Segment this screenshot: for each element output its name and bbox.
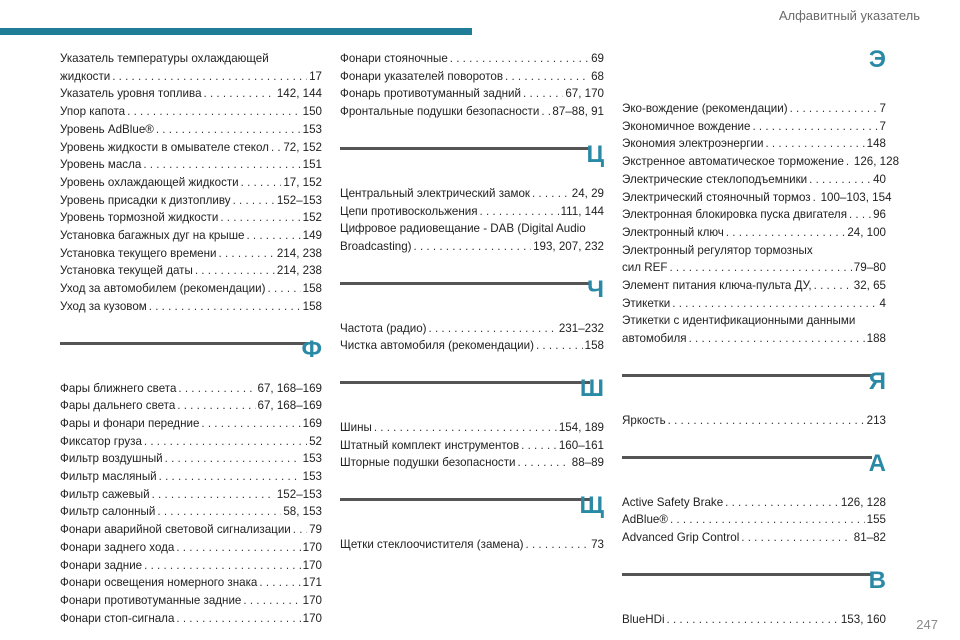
index-entry <box>60 521 322 539</box>
section-divider <box>340 472 604 536</box>
index-term: Чистка автомобиля (рекомендации) <box>340 339 534 353</box>
index-entry <box>60 415 322 433</box>
index-pages: 7 <box>879 119 886 133</box>
index-entry <box>60 156 322 174</box>
dot-leader <box>505 68 589 86</box>
index-term: Advanced Grip Control <box>622 530 740 544</box>
dot-leader <box>143 156 300 174</box>
index-term: Установка текущей даты <box>60 264 193 278</box>
section-divider <box>340 121 604 185</box>
dot-leader <box>157 503 281 521</box>
index-term: Элемент питания ключа-пульта ДУ, <box>622 279 812 293</box>
index-entry <box>60 121 322 139</box>
dot-leader <box>526 536 590 554</box>
index-term: Электронный регулятор тормозных <box>622 243 813 257</box>
dot-leader <box>541 103 550 121</box>
dot-leader <box>849 206 871 224</box>
dot-leader <box>518 454 570 472</box>
index-entry <box>340 437 604 455</box>
dot-leader <box>765 135 864 153</box>
index-pages: 17, 152 <box>283 175 322 189</box>
dot-leader <box>156 121 301 139</box>
dot-leader <box>144 433 307 451</box>
dot-leader <box>271 139 281 157</box>
index-term: Упор капота <box>60 105 126 119</box>
index-term: Фары дальнего света <box>60 399 176 413</box>
dot-leader <box>176 539 300 557</box>
index-pages: 170 <box>302 593 322 607</box>
index-column-3 <box>622 46 900 628</box>
index-pages: 214, 238 <box>276 264 322 278</box>
dot-leader <box>219 245 275 263</box>
index-pages: 149 <box>302 229 322 243</box>
index-pages: 126, 128 <box>853 155 900 169</box>
index-term: Фильтр воздушный <box>60 452 163 466</box>
index-entry <box>622 611 886 629</box>
index-term: Щетки стеклоочистителя (замена) <box>340 538 524 552</box>
dot-leader <box>176 610 300 628</box>
dot-leader <box>127 103 301 121</box>
dot-leader <box>259 574 300 592</box>
index-term: Центральный электрический замок <box>340 186 530 200</box>
dot-leader <box>195 262 275 280</box>
index-term: Штатный комплект инструментов <box>340 438 520 452</box>
dot-leader <box>752 118 877 136</box>
dot-leader <box>414 238 532 256</box>
section-letter: B <box>868 566 886 594</box>
section-divider <box>622 547 886 611</box>
index-term: Фонари освещения номерного знака <box>60 576 258 590</box>
dot-leader <box>220 209 300 227</box>
index-entry <box>340 185 604 203</box>
index-entry <box>60 245 322 263</box>
index-entry <box>60 503 322 521</box>
index-pages: 160–161 <box>558 438 604 452</box>
index-pages: 126, 128 <box>840 495 886 509</box>
section-letter: Ф <box>301 335 322 363</box>
dot-leader <box>243 592 300 610</box>
index-entry <box>340 50 604 68</box>
index-entry <box>60 227 322 245</box>
index-term: Частота (радио) <box>340 321 427 335</box>
index-pages: 158 <box>302 282 322 296</box>
index-pages: 158 <box>584 339 604 353</box>
index-entry <box>622 511 886 529</box>
section-letter: Щ <box>579 492 604 520</box>
index-pages: 152–153 <box>276 193 322 207</box>
index-term: Уход за кузовом <box>60 299 147 313</box>
index-pages: 150 <box>302 105 322 119</box>
index-pages: 67, 168–169 <box>257 399 322 413</box>
header-accent-bar <box>0 28 472 35</box>
section-letter: Ш <box>579 375 604 403</box>
index-entry <box>340 203 604 221</box>
index-term: Фонари заднего хода <box>60 540 175 554</box>
dot-leader <box>536 337 583 355</box>
section-letter: Я <box>868 367 886 395</box>
index-entry <box>622 153 900 171</box>
index-pages: 40 <box>873 172 886 186</box>
dot-leader <box>667 611 839 629</box>
index-pages: 79–80 <box>853 261 886 275</box>
page-number: 247 <box>916 617 938 632</box>
index-pages: 68 <box>591 69 604 83</box>
index-entry <box>60 262 322 280</box>
index-pages: 154, 189 <box>558 421 604 435</box>
index-entry <box>340 320 604 338</box>
dot-leader <box>813 189 819 207</box>
dot-leader <box>846 153 852 171</box>
index-term: Фильтр масляный <box>60 470 157 484</box>
section-rule <box>340 381 590 384</box>
index-entry <box>622 118 886 136</box>
section-letter: A <box>868 449 886 477</box>
index-entry-line <box>622 242 886 260</box>
dot-leader <box>668 412 865 430</box>
index-pages: 153, 160 <box>840 612 886 626</box>
index-pages: 88–89 <box>571 456 604 470</box>
index-term: Уровень AdBlue® <box>60 122 154 136</box>
index-pages: 69 <box>591 52 604 65</box>
index-pages: 193, 207, 232 <box>533 239 604 253</box>
index-entry-line <box>60 50 322 68</box>
section-rule <box>622 573 872 576</box>
index-term: Фонари аварийной световой сигнализации <box>60 523 291 537</box>
index-entry <box>60 280 322 298</box>
section-rule <box>340 147 590 150</box>
section-letter: Э <box>868 46 886 73</box>
index-term: Фары ближнего света <box>60 381 177 395</box>
index-entry-line <box>60 68 322 86</box>
index-pages: 155 <box>866 513 886 527</box>
index-entry <box>622 529 886 547</box>
index-pages: 67, 168–169 <box>257 381 322 395</box>
dot-leader <box>144 557 301 575</box>
index-pages: 87–88, 91 <box>552 105 604 119</box>
index-entry-line <box>622 312 886 330</box>
dot-leader <box>790 100 878 118</box>
index-entry <box>622 224 886 242</box>
index-entry <box>60 139 322 157</box>
index-pages: 58, 153 <box>283 505 322 519</box>
index-entry <box>622 206 886 224</box>
dot-leader <box>178 380 255 398</box>
section-rule <box>60 342 308 345</box>
index-term: Экстренное автоматическое торможение <box>622 155 844 169</box>
index-entry <box>60 298 322 316</box>
dot-leader <box>672 295 877 313</box>
index-term: Электрические стеклоподъемники <box>622 172 808 186</box>
section-rule <box>622 456 872 459</box>
index-pages: 72, 152 <box>283 140 322 154</box>
index-term: Уровень тормозной жидкости <box>60 211 219 225</box>
index-entry <box>340 220 604 255</box>
index-entry <box>60 85 322 103</box>
index-term: Шины <box>340 421 372 435</box>
index-term: Уровень масла <box>60 158 142 172</box>
section-divider <box>60 316 322 380</box>
index-entry <box>622 412 886 430</box>
dot-leader <box>670 511 865 529</box>
index-term: Шторные подушки безопасности <box>340 456 516 470</box>
index-pages: 4 <box>879 296 886 310</box>
index-term: Яркость <box>622 413 666 427</box>
index-term: Электронный ключ <box>622 225 724 239</box>
index-entry <box>60 50 322 85</box>
index-entry-line <box>622 330 886 348</box>
dot-leader <box>165 450 301 468</box>
index-entry <box>60 574 322 592</box>
index-entry <box>60 450 322 468</box>
index-entry-line <box>622 259 886 277</box>
index-entry-line <box>340 238 604 256</box>
index-term: Фонари стояночные <box>340 52 448 65</box>
index-pages: 24, 100 <box>847 225 886 239</box>
section-letter: Ц <box>586 140 604 168</box>
index-pages: 188 <box>866 332 886 346</box>
index-entry <box>60 209 322 227</box>
index-term: Цепи противоскольжения <box>340 204 478 218</box>
index-pages: 142, 144 <box>276 87 322 101</box>
dot-leader <box>159 468 301 486</box>
index-term: Электронная блокировка пуска двигателя <box>622 208 847 222</box>
index-pages: 153 <box>302 452 322 466</box>
index-pages: 52 <box>309 434 322 448</box>
index-entry <box>622 295 886 313</box>
section-divider <box>340 256 604 320</box>
index-entry <box>60 610 322 628</box>
index-entry <box>622 171 886 189</box>
index-term: Фронтальные подушки безопасности <box>340 105 540 119</box>
index-term: Active Safety Brake <box>622 495 724 509</box>
dot-leader <box>480 203 559 221</box>
index-entry <box>622 100 886 118</box>
index-term: Фонарь противотуманный задний <box>340 87 521 101</box>
index-term: жидкости <box>60 69 111 83</box>
index-pages: 148 <box>866 137 886 151</box>
dot-leader <box>450 50 589 68</box>
dot-leader <box>374 419 557 437</box>
dot-leader <box>809 171 871 189</box>
index-pages: 152–153 <box>276 487 322 501</box>
dot-leader <box>233 192 275 210</box>
dot-leader <box>246 227 300 245</box>
index-pages: 158 <box>302 299 322 313</box>
dot-leader <box>689 330 865 348</box>
section-rule <box>340 282 590 285</box>
dot-leader <box>741 529 851 547</box>
index-entry <box>60 174 322 192</box>
index-pages: 73 <box>591 538 604 552</box>
section-letter: Ч <box>587 275 604 303</box>
index-entry-line <box>340 220 604 238</box>
index-term: Фонари указателей поворотов <box>340 69 503 83</box>
dot-leader <box>149 298 301 316</box>
index-pages: 214, 238 <box>276 246 322 260</box>
index-entry <box>340 103 604 121</box>
dot-leader <box>726 224 845 242</box>
index-pages: 153 <box>302 122 322 136</box>
index-entry <box>340 419 604 437</box>
index-entry <box>60 468 322 486</box>
index-pages: 7 <box>879 102 886 115</box>
index-entry <box>622 277 886 295</box>
index-pages: 96 <box>873 208 886 222</box>
index-entry <box>622 494 886 512</box>
index-term: Экономия электроэнергии <box>622 137 764 151</box>
index-term: Фильтр сажевый <box>60 487 150 501</box>
index-column-2 <box>340 50 604 554</box>
index-term: Уровень присадки к дизтопливу <box>60 193 231 207</box>
dot-leader <box>814 277 852 295</box>
index-term: Указатель температуры охлаждающей <box>60 52 269 65</box>
index-pages: 171 <box>302 576 322 590</box>
index-pages: 151 <box>302 158 322 172</box>
index-entry <box>340 454 604 472</box>
index-entry <box>60 380 322 398</box>
index-term: Указатель уровня топлива <box>60 87 202 101</box>
dot-leader <box>152 486 275 504</box>
index-pages: 170 <box>302 611 322 625</box>
index-term: Broadcasting) <box>340 239 412 253</box>
dot-leader <box>241 174 282 192</box>
index-term: Фиксатор груза <box>60 434 142 448</box>
index-term: Электрический стояночный тормоз <box>622 190 811 204</box>
index-entry <box>60 486 322 504</box>
index-pages: 169 <box>302 416 322 430</box>
dot-leader <box>429 320 557 338</box>
index-term: Этикетки <box>622 296 671 310</box>
index-entry <box>60 397 322 415</box>
index-entry <box>60 192 322 210</box>
index-entry <box>622 242 886 277</box>
index-term: Фонари стоп-сигнала <box>60 611 175 625</box>
index-entry <box>340 85 604 103</box>
index-column-1 <box>60 50 322 627</box>
dot-leader <box>669 259 851 277</box>
index-term: Установка текущего времени <box>60 246 217 260</box>
index-pages: 170 <box>302 558 322 572</box>
index-pages: 67, 170 <box>565 87 604 101</box>
index-entry <box>60 433 322 451</box>
index-term: Этикетки с идентификационными данными <box>622 314 856 328</box>
index-pages: 231–232 <box>558 321 604 335</box>
section-rule <box>622 374 872 377</box>
index-pages: 111, 144 <box>560 204 604 218</box>
index-term: Экономичное вождение <box>622 119 751 133</box>
dot-leader <box>177 397 255 415</box>
index-term: Фары и фонари передние <box>60 416 200 430</box>
dot-leader <box>112 68 307 86</box>
index-entry <box>60 539 322 557</box>
index-pages: 81–82 <box>853 530 886 544</box>
running-title: Алфавитный указатель <box>778 8 920 23</box>
index-term: BlueHDi <box>622 612 665 626</box>
section-divider <box>340 355 604 419</box>
index-pages: 152 <box>302 211 322 225</box>
index-term: Уровень жидкости в омывателе стекол <box>60 140 269 154</box>
index-entry <box>60 592 322 610</box>
index-pages: 100–103, 154 <box>820 190 892 204</box>
index-entry <box>622 189 892 207</box>
index-entry <box>340 337 604 355</box>
index-pages: 79 <box>309 523 322 537</box>
dot-leader <box>293 521 307 539</box>
index-pages: 153 <box>302 470 322 484</box>
index-entry <box>622 312 886 347</box>
index-entry <box>340 536 604 554</box>
index-term: Фонари задние <box>60 558 143 572</box>
section-rule <box>340 498 590 501</box>
index-term: Уровень охлаждающей жидкости <box>60 175 239 189</box>
dot-leader <box>523 85 563 103</box>
index-pages: 24, 29 <box>571 186 604 200</box>
dot-leader <box>521 437 557 455</box>
index-term: Фонари противотуманные задние <box>60 593 242 607</box>
index-term: Фильтр салонный <box>60 505 156 519</box>
dot-leader <box>204 85 275 103</box>
section-divider <box>622 430 886 494</box>
index-term: сил REF <box>622 261 668 275</box>
index-term: Уход за автомобилем (рекомендации) <box>60 282 266 296</box>
index-entry <box>622 135 886 153</box>
index-pages: 170 <box>302 540 322 554</box>
index-pages: 32, 65 <box>853 279 886 293</box>
index-term: AdBlue® <box>622 513 668 527</box>
index-pages: 213 <box>866 413 886 427</box>
index-term: Установка багажных дуг на крыше <box>60 229 245 243</box>
dot-leader <box>725 494 839 512</box>
index-term: автомобиля <box>622 332 687 346</box>
dot-leader <box>532 185 570 203</box>
dot-leader <box>201 415 300 433</box>
index-entry <box>60 103 322 121</box>
section-divider <box>622 46 886 100</box>
index-term: Эко-вождение (рекомендации) <box>622 102 788 115</box>
index-pages: 17 <box>309 69 322 83</box>
index-entry <box>60 557 322 575</box>
index-entry <box>340 68 604 86</box>
section-divider <box>622 348 886 412</box>
index-term: Цифровое радиовещание - DAB (Digital Audio <box>340 222 586 236</box>
dot-leader <box>268 280 301 298</box>
